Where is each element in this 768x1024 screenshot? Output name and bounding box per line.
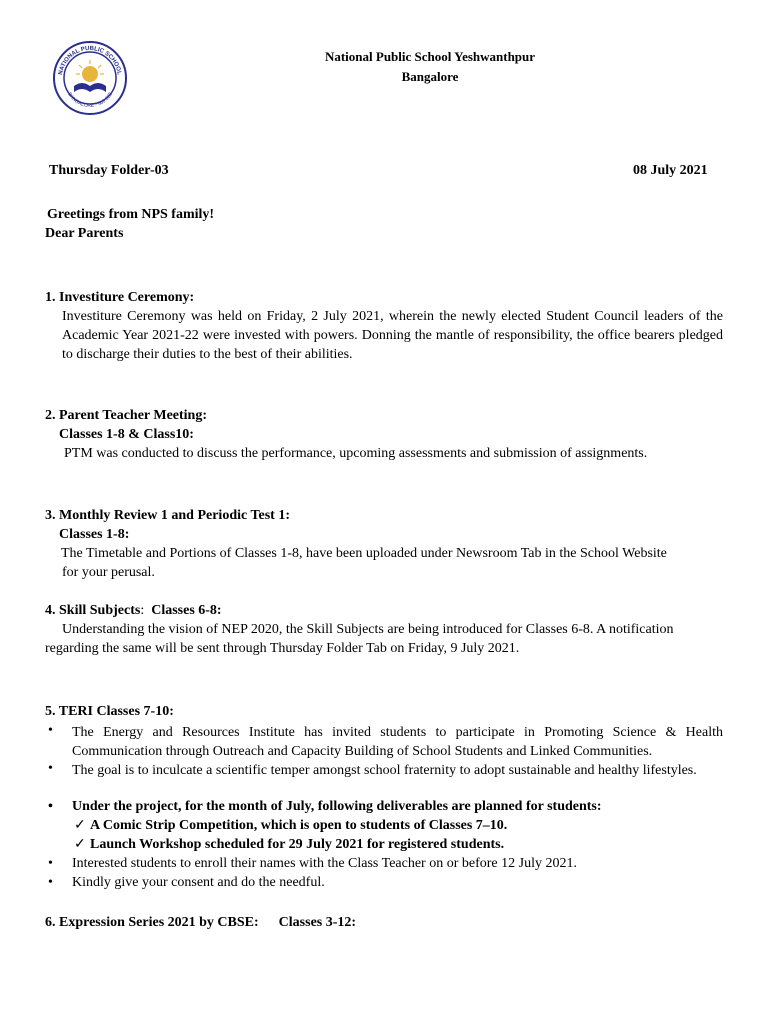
bullet-icon: • — [48, 875, 53, 890]
bullet-icon: • — [48, 799, 53, 814]
section-1-heading: 1. Investiture Ceremony: — [45, 290, 195, 305]
logo-ring-bottom-text: BANGALORE - 560 022 — [66, 91, 114, 110]
section-5-bullet-1: The Energy and Resources Institute has invited students to participate in Promoting Science & Health Communication through Outreach and Capacity Building of School Students and Linked Communities. — [72, 725, 723, 759]
logo-ring-top-text: NATIONAL PUBLIC SCHOOL — [58, 45, 122, 76]
section-5-bullet-3: Under the project, for the month of July, following deliverables are planned for students: — [72, 799, 602, 814]
section-5-check-2: Launch Workshop scheduled for 29 July 2021 for registered students. — [90, 837, 505, 852]
greeting: Greetings from NPS family! — [47, 207, 215, 222]
school-city: Bangalore — [401, 69, 459, 84]
checkmark-icon: ✓ — [74, 837, 86, 852]
checkmark-icon: ✓ — [74, 818, 86, 833]
section-5-bullet-5: Kindly give your consent and do the needful. — [72, 875, 325, 890]
section-3-sub: Classes 1-8: — [59, 527, 130, 542]
section-4-colon: : — [140, 603, 145, 618]
section-3-text-line1: The Timetable and Portions of Classes 1-8, have been uploaded under Newsroom Tab in the School Website — [61, 546, 667, 561]
section-2-heading: 2. Parent Teacher Meeting: — [45, 408, 208, 423]
section-2-text: PTM was conducted to discuss the performance, upcoming assessments and submission of assignments. — [64, 446, 648, 461]
section-3-heading: 3. Monthly Review 1 and Periodic Test 1: — [45, 508, 290, 523]
section-4-text-line1: Understanding the vision of NEP 2020, the Skill Subjects are being introduced for Classes 6-8. A notification — [62, 622, 674, 637]
bullet-icon: • — [48, 856, 53, 871]
section-5-heading: 5. TERI Classes 7-10: — [45, 704, 174, 719]
section-6-sub: Classes 3-12: — [278, 915, 357, 930]
section-6-heading-row — [45, 915, 356, 931]
section-4-heading-row — [45, 603, 222, 619]
salutation: Dear Parents — [45, 226, 124, 241]
section-5-check-1: A Comic Strip Competition, which is open to students of Classes 7–10. — [90, 818, 508, 833]
section-6-heading: 6. Expression Series 2021 by CBSE: — [45, 915, 259, 930]
folder-title: Thursday Folder-03 — [49, 163, 169, 178]
school-name: National Public School Yeshwanthpur — [324, 49, 536, 64]
section-2-sub: Classes 1-8 & Class10: — [59, 427, 194, 442]
section-4-heading: 4. Skill Subjects — [45, 603, 141, 618]
section-1-text: Investiture Ceremony was held on Friday, 2 July 2021, wherein the newly elected Student Council leaders of the Academic Year 2021-22 were invested with powers. Donning the mantle of responsibility, the office bearers pledged to discharge their duties to the best of their abilities. — [62, 309, 723, 362]
folder-date: 08 July 2021 — [633, 163, 708, 178]
section-5-bullet-4: Interested students to enroll their names with the Class Teacher on or before 12 July 2021. — [72, 856, 577, 871]
section-4-text-line2: regarding the same will be sent through Thursday Folder Tab on Friday, 9 July 2021. — [45, 641, 520, 656]
section-5-bullet-2: The goal is to inculcate a scientific temper amongst school fraternity to adopt sustainable and healthy lifestyles. — [72, 763, 697, 778]
bullet-icon: • — [48, 761, 53, 776]
section-3-text-line2: for your perusal. — [62, 565, 155, 580]
section-4-sub: Classes 6-8: — [151, 603, 222, 618]
bullet-icon: • — [48, 723, 53, 738]
